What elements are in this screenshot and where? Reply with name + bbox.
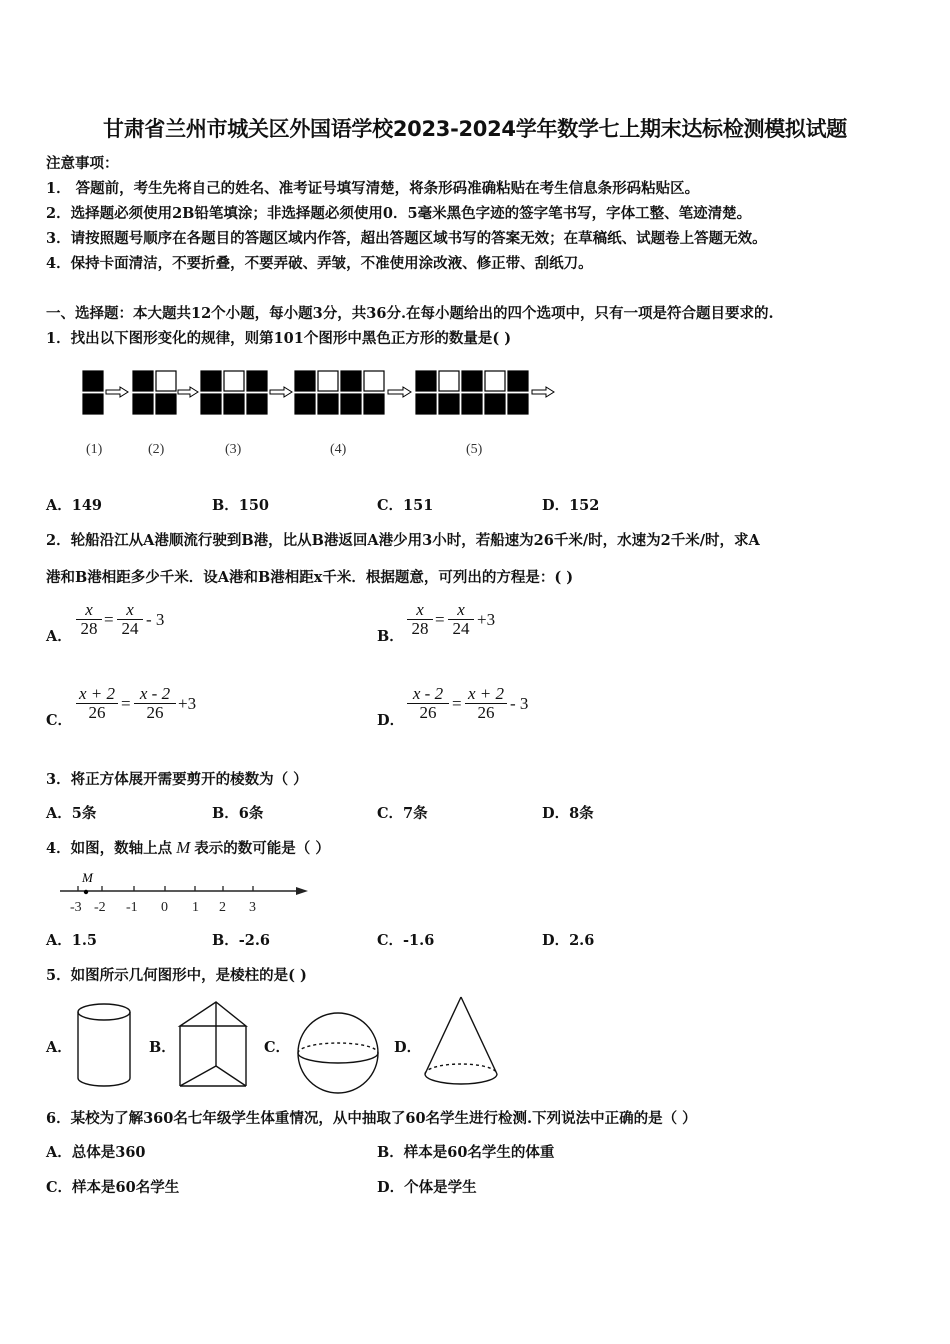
q2-c-fraction-left: $\frac{x + 2}{26}$ xyxy=(76,685,118,722)
figure-label-2: (2) xyxy=(148,442,165,457)
q6-option-c: C．样本是60名学生 xyxy=(46,1179,180,1196)
q3-option-c: C．7条 xyxy=(377,805,428,822)
q1-option-b: B．150 xyxy=(212,497,270,514)
number-line xyxy=(58,866,318,916)
notice-item-3: 3．请按照题号顺序在各题目的答题区域内作答，超出答题区域书写的答案无效；在草稿纸、试题卷上答题无效。 xyxy=(46,230,767,247)
q2-option-b-letter: B． xyxy=(377,628,404,645)
black-square xyxy=(83,371,103,391)
svg-text:3: 3 xyxy=(249,900,256,915)
black-square xyxy=(83,394,103,414)
q1-option-a: A．149 xyxy=(46,497,103,514)
q2-d-fraction-right: $\frac{x + 2}{26}$ xyxy=(465,685,507,722)
notice-item-4: 4．保持卡面清洁，不要折叠，不要弄破、弄皱，不准使用涂改液、修正带、刮纸刀。 xyxy=(46,255,593,272)
q5-option-a-letter: A． xyxy=(46,1039,72,1056)
question-5-stem: 5．如图所示几何图形中，是棱柱的是( ) xyxy=(46,967,307,984)
q2-option-a-letter: A． xyxy=(46,628,72,645)
point-m-label: M xyxy=(82,870,93,885)
svg-text:2: 2 xyxy=(219,900,226,915)
q4-option-c: C．-1.6 xyxy=(377,932,435,949)
sphere-figure xyxy=(292,1012,384,1094)
q3-option-b: B．6条 xyxy=(212,805,264,822)
svg-text:1: 1 xyxy=(192,900,199,915)
q1-option-c: C．151 xyxy=(377,497,434,514)
figure-label-1: (1) xyxy=(86,442,103,457)
q5-option-d-letter: D． xyxy=(394,1039,422,1056)
q4-option-a: A．1.5 xyxy=(46,932,97,949)
cone-figure xyxy=(420,994,502,1090)
pattern-figure xyxy=(80,366,560,464)
q3-option-d: D．8条 xyxy=(542,805,594,822)
question-1-stem: 1．找出以下图形变化的规律，则第101个图形中黑色正方形的数量是( ) xyxy=(46,330,512,347)
question-2-stem-line1: 2．轮船沿江从A港顺流行驶到B港，比从B港返回A港少用3小时，若船速为26千米/时，水速为2千米/时，求A xyxy=(46,532,760,549)
cylinder-figure xyxy=(72,1000,136,1092)
figure-label-4: (4) xyxy=(330,442,347,457)
q2-b-fraction-left: $\frac{x}{28}$ xyxy=(407,601,433,638)
q3-option-a: A．5条 xyxy=(46,805,97,822)
q4-option-d: D．2.6 xyxy=(542,932,595,949)
question-2-stem-line2: 港和B港相距多少千米．设A港和B港相距x千米．根据题意，可列出的方程是：( ) xyxy=(46,569,574,586)
q2-a-fraction-right: $\frac{x}{24}$ xyxy=(117,601,143,638)
figure-label-5: (5) xyxy=(466,442,483,457)
question-6-stem: 6．某校为了解360名七年级学生体重情况，从中抽取了60名学生进行检测.下列说法中正确的是（ ） xyxy=(46,1110,697,1127)
triangular-prism-figure xyxy=(176,998,252,1092)
q2-b-fraction-right: $\frac{x}{24}$ xyxy=(448,601,474,638)
section-heading: 一、选择题：本大题共12个小题，每小题3分，共36分.在每小题给出的四个选项中，只有一项是符合题目要求的. xyxy=(46,305,774,322)
notice-item-2: 2．选择题必须使用2B铅笔填涂；非选择题必须使用0．5毫米黑色字迹的签字笔书写，字体工整、笔迹清楚。 xyxy=(46,205,752,222)
svg-text:-3: -3 xyxy=(70,900,82,915)
q1-option-d: D．152 xyxy=(542,497,600,514)
q6-option-d: D．个体是学生 xyxy=(377,1179,477,1196)
figure-label-3: (3) xyxy=(225,442,242,457)
q4-option-b: B．-2.6 xyxy=(212,932,270,949)
page-title: 甘肃省兰州市城关区外国语学校2023-2024学年数学七上期末达标检测模拟试题 xyxy=(103,117,847,141)
notice-heading: 注意事项： xyxy=(46,155,119,172)
q2-c-fraction-right: $\frac{x - 2}{26}$ xyxy=(134,685,176,722)
q5-option-b-letter: B． xyxy=(149,1039,176,1056)
notice-item-1: 1． 答题前，考生先将自己的姓名、准考证号填写清楚，将条形码准确粘贴在考生信息条形码粘贴区。 xyxy=(46,180,700,197)
q5-option-c-letter: C． xyxy=(264,1039,291,1056)
svg-text:-1: -1 xyxy=(126,900,138,915)
q2-d-fraction-left: $\frac{x - 2}{26}$ xyxy=(407,685,449,722)
q2-a-fraction-left: $\frac{x}{28}$ xyxy=(76,601,102,638)
q6-option-a: A．总体是360 xyxy=(46,1144,146,1161)
q2-option-c-letter: C． xyxy=(46,712,73,729)
question-3-stem: 3．将正方体展开需要剪开的棱数为（ ） xyxy=(46,771,308,788)
svg-text:-2: -2 xyxy=(94,900,106,915)
point-m xyxy=(84,890,88,894)
svg-text:0: 0 xyxy=(161,900,168,915)
q6-option-b: B．样本是60名学生的体重 xyxy=(377,1144,555,1161)
q2-option-d-letter: D． xyxy=(377,712,405,729)
question-4-stem: 4．如图，数轴上点 M 表示的数可能是（ ） xyxy=(46,838,330,857)
